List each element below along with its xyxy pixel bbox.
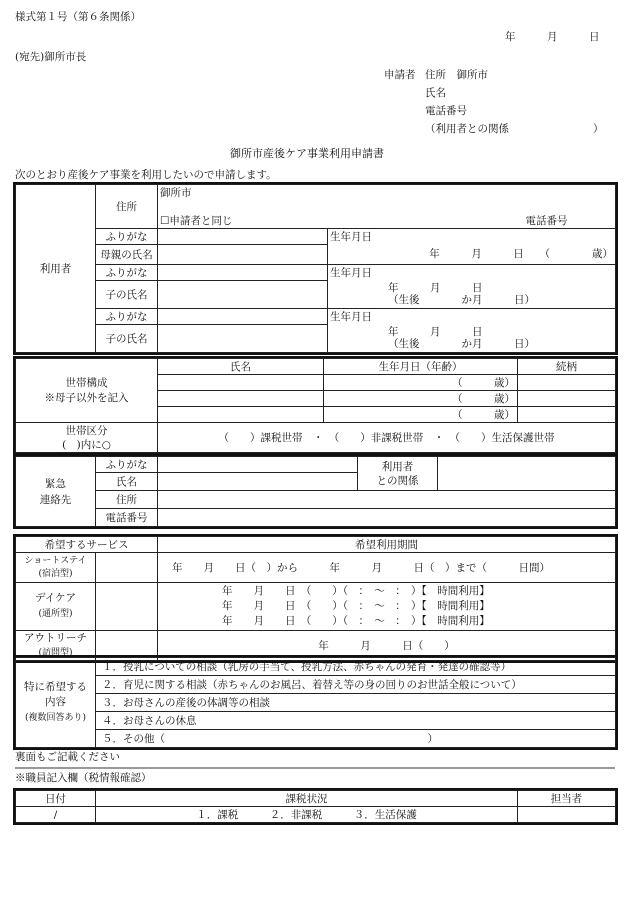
staff-col-status: 課税状況 bbox=[96, 791, 518, 807]
period-header: 希望利用期間 bbox=[158, 537, 616, 553]
household-name-3[interactable] bbox=[158, 407, 324, 423]
emergency-relation-label bbox=[358, 457, 438, 491]
emergency-table bbox=[15, 456, 616, 527]
day-care-periods bbox=[158, 583, 616, 631]
household-note: ※母子以外を記入 bbox=[44, 391, 129, 404]
outreach-check[interactable] bbox=[96, 631, 158, 661]
day-care-type: (通所型) bbox=[38, 609, 73, 619]
household-age-3: （ 歳） bbox=[324, 407, 518, 423]
staff-date-value[interactable]: / bbox=[16, 807, 96, 823]
applicant-relation: （利用者との関係 ） bbox=[425, 123, 604, 135]
child1-name-label: 子の氏名 bbox=[96, 281, 158, 309]
household-name-2[interactable] bbox=[158, 391, 324, 407]
day-care-check[interactable] bbox=[96, 583, 158, 631]
child2-name-field[interactable] bbox=[158, 325, 328, 353]
outreach-label bbox=[16, 631, 96, 661]
emergency-furigana-field[interactable] bbox=[158, 457, 358, 473]
wishes-label-1: 特に希望する bbox=[24, 680, 87, 693]
back-note: 裏面もご記載ください bbox=[15, 751, 120, 763]
child1-birth-cell bbox=[328, 281, 616, 309]
staff-table bbox=[15, 790, 616, 823]
staff-col-staff: 担当者 bbox=[518, 791, 616, 807]
applicant-phone: 電話番号 bbox=[425, 105, 467, 117]
staff-status-options[interactable]: １．課税 ２．非課税 ３．生活保護 bbox=[96, 807, 518, 823]
wishes-label-3: (複数回答あり) bbox=[24, 712, 87, 723]
emergency-relation-field[interactable] bbox=[438, 457, 616, 491]
mother-name-label: 母親の氏名 bbox=[96, 245, 158, 265]
emergency-label-cell bbox=[16, 457, 96, 527]
household-col-name: 氏名 bbox=[158, 359, 324, 375]
wish-item-3[interactable]: ３．お母さんの産後の体調等の相談 bbox=[96, 694, 616, 712]
wish-item-4[interactable]: ４．お母さんの休息 bbox=[96, 712, 616, 730]
child1-birth-label: 生年月日 bbox=[328, 265, 616, 281]
tax-label: 世帯区分 bbox=[65, 424, 108, 437]
mother-furigana-label: ふりがな bbox=[96, 229, 158, 245]
form-title: 御所市産後ケア事業利用申請書 bbox=[230, 147, 384, 160]
user-table bbox=[15, 184, 616, 353]
user-phone-label: 電話番号 bbox=[524, 201, 616, 229]
short-stay-type: (宿泊型) bbox=[38, 568, 73, 579]
emergency-phone-field[interactable] bbox=[158, 509, 616, 527]
household-col-relation: 続柄 bbox=[518, 359, 616, 375]
staff-col-date: 日付 bbox=[16, 791, 96, 807]
day-care-row-2[interactable]: 年 月 日 （ ）（ ： ～ ： ）【 時間利用】 bbox=[222, 600, 490, 612]
short-stay-check[interactable] bbox=[96, 553, 158, 583]
mother-furigana-field[interactable] bbox=[158, 229, 328, 245]
mother-birth-value: 年 月 日 （ 歳） bbox=[328, 245, 616, 265]
household-table bbox=[15, 358, 616, 453]
day-care-name: デイケア bbox=[34, 592, 77, 604]
household-col-birth: 生年月日（年齢） bbox=[324, 359, 518, 375]
child1-age-value: （生後 か月 日） bbox=[388, 294, 535, 307]
day-care-row-1[interactable]: 年 月 日 （ ）（ ： ～ ： ）【 時間利用】 bbox=[222, 585, 490, 597]
tax-label-cell bbox=[16, 423, 158, 453]
household-relation-3[interactable] bbox=[518, 407, 616, 423]
child2-furigana-field[interactable] bbox=[158, 309, 328, 325]
tax-note: ( )内に○ bbox=[62, 438, 111, 451]
applicant-name: 氏名 bbox=[425, 87, 446, 99]
child2-furigana-label: ふりがな bbox=[96, 309, 158, 325]
wishes-label bbox=[16, 658, 96, 748]
user-address-label: 住所 bbox=[96, 185, 158, 229]
emergency-label-2: 連絡先 bbox=[39, 493, 72, 506]
emergency-name-label: 氏名 bbox=[96, 473, 158, 491]
outreach-type: (訪問型) bbox=[38, 648, 73, 658]
child2-age-value: （生後 か月 日） bbox=[388, 338, 535, 351]
child2-birth-value: 年 月 日 bbox=[388, 326, 483, 339]
emergency-phone-label: 電話番号 bbox=[96, 509, 158, 527]
emergency-address-field[interactable] bbox=[158, 491, 616, 509]
addressee: (宛先)御所市長 bbox=[15, 51, 87, 63]
services-table bbox=[15, 536, 616, 661]
tax-options[interactable]: （ ）課税世帯 ・ （ ）非課税世帯 ・ （ ）生活保護世帯 bbox=[158, 423, 616, 453]
child2-name-label: 子の氏名 bbox=[96, 325, 158, 353]
date-line: 年 月 日 bbox=[505, 31, 600, 43]
emergency-furigana-label: ふりがな bbox=[96, 457, 158, 473]
applicant-label: 申請者 bbox=[384, 69, 416, 81]
applicant-address: 住所 御所市 bbox=[425, 69, 488, 81]
service-header: 希望するサービス bbox=[16, 537, 158, 553]
household-age-1: （ 歳） bbox=[324, 375, 518, 391]
short-stay-label bbox=[16, 553, 96, 583]
wishes-table bbox=[15, 657, 616, 748]
household-label: 世帯構成 bbox=[65, 376, 108, 389]
household-relation-2[interactable] bbox=[518, 391, 616, 407]
emergency-address-label: 住所 bbox=[96, 491, 158, 509]
emergency-name-field[interactable] bbox=[158, 473, 358, 491]
household-age-2: （ 歳） bbox=[324, 391, 518, 407]
short-stay-period[interactable]: 年 月 日（ ）から 年 月 日（ ）まで（ 日間） bbox=[158, 553, 616, 583]
household-name-1[interactable] bbox=[158, 375, 324, 391]
emergency-relation-2: との関係 bbox=[376, 474, 419, 487]
child1-name-field[interactable] bbox=[158, 281, 328, 309]
household-label-cell bbox=[16, 359, 158, 423]
wish-item-1[interactable]: １．授乳についての相談（乳房の手当て、授乳方法、赤ちゃんの発育・発達の確認等） bbox=[96, 658, 616, 676]
emergency-relation-1: 利用者 bbox=[381, 460, 414, 473]
outreach-period[interactable]: 年 月 日（ ） bbox=[158, 631, 616, 661]
wish-item-5[interactable]: ５．その他（ ） bbox=[96, 730, 616, 748]
wishes-label-2: 内容 bbox=[45, 695, 66, 708]
outreach-name: アウトリーチ bbox=[24, 632, 87, 644]
user-city: 御所市 bbox=[158, 185, 616, 201]
mother-birth-label: 生年月日 bbox=[328, 229, 616, 245]
short-stay-name: ショートステイ bbox=[24, 555, 87, 566]
emergency-label-1: 緊急 bbox=[45, 477, 66, 490]
day-care-label bbox=[16, 583, 96, 631]
intro-text: 次のとおり産後ケア事業を利用したいので申請します。 bbox=[15, 169, 277, 181]
household-relation-1[interactable] bbox=[518, 375, 616, 391]
day-care-row-3[interactable]: 年 月 日 （ ）（ ： ～ ： ）【 時間利用】 bbox=[222, 615, 490, 627]
staff-name-field[interactable] bbox=[518, 807, 616, 823]
child2-birth-label: 生年月日 bbox=[328, 309, 616, 325]
staff-title: ※職員記入欄（税情報確認） bbox=[15, 772, 152, 784]
user-section-label: 利用者 bbox=[16, 185, 96, 353]
divider bbox=[15, 767, 615, 769]
form-number: 様式第１号（第６条関係） bbox=[15, 11, 141, 23]
child1-furigana-label: ふりがな bbox=[96, 265, 158, 281]
wish-item-2[interactable]: ２．育児に関する相談（赤ちゃんのお風呂、着替え等の身の回りのお世話全般について） bbox=[96, 676, 616, 694]
child1-birth-value: 年 月 日 bbox=[388, 282, 483, 295]
same-as-applicant-checkbox[interactable]: ☐申請者と同じ bbox=[158, 201, 524, 229]
child2-birth-cell bbox=[328, 325, 616, 353]
mother-name-field[interactable] bbox=[158, 245, 328, 265]
child1-furigana-field[interactable] bbox=[158, 265, 328, 281]
